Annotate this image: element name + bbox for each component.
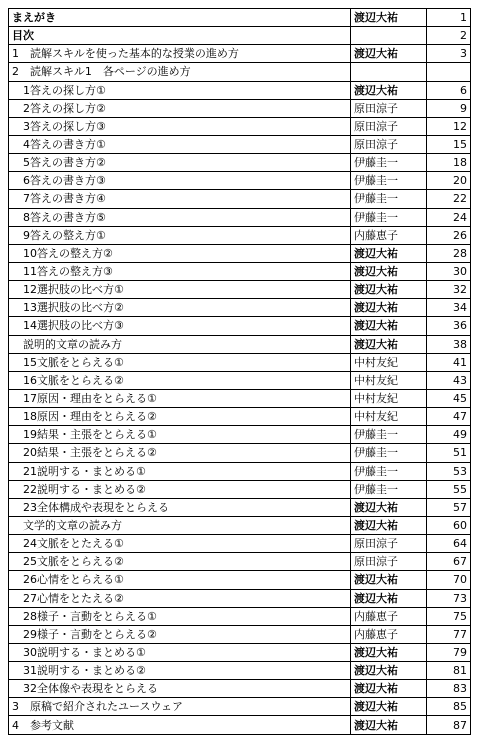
toc-title-cell: 3 原稿で紹介されたユースウェア <box>9 698 351 716</box>
toc-title-cell: 説明的文章の読み方 <box>9 335 351 353</box>
toc-author-cell: 伊藤圭一 <box>351 208 427 226</box>
toc-page-cell: 22 <box>427 190 471 208</box>
toc-author-cell: 伊藤圭一 <box>351 426 427 444</box>
toc-title-cell: 3答えの探し方③ <box>9 117 351 135</box>
toc-title-cell: 13選択肢の比べ方② <box>9 299 351 317</box>
toc-page-cell: 60 <box>427 516 471 534</box>
toc-author-cell: 渡辺大祐 <box>351 45 427 63</box>
toc-title-cell: 4 参考文献 <box>9 716 351 734</box>
toc-page-cell: 64 <box>427 535 471 553</box>
toc-author-cell: 渡辺大祐 <box>351 571 427 589</box>
toc-author-cell: 伊藤圭一 <box>351 190 427 208</box>
toc-title-cell: 1 読解スキルを使った基本的な授業の進め方 <box>9 45 351 63</box>
toc-page-cell: 32 <box>427 281 471 299</box>
toc-author-cell: 原田涼子 <box>351 99 427 117</box>
toc-page-cell: 36 <box>427 317 471 335</box>
toc-title-cell: 10答えの整え方② <box>9 244 351 262</box>
toc-author-cell: 伊藤圭一 <box>351 172 427 190</box>
table-row <box>9 154 471 172</box>
toc-page-cell: 57 <box>427 498 471 516</box>
toc-author-cell: 中村友紀 <box>351 353 427 371</box>
toc-page-cell: 26 <box>427 226 471 244</box>
toc-author-cell: 伊藤圭一 <box>351 444 427 462</box>
table-row <box>9 408 471 426</box>
table-row <box>9 716 471 734</box>
toc-title-cell: 30説明する・まとめる① <box>9 643 351 661</box>
toc-page-cell <box>427 63 471 81</box>
toc-title-cell: 8答えの書き方⑤ <box>9 208 351 226</box>
toc-author-cell: 渡辺大祐 <box>351 498 427 516</box>
toc-title-cell: 27心情をとたえる② <box>9 589 351 607</box>
toc-title-cell: 15文脈をとらえる① <box>9 353 351 371</box>
table-row <box>9 262 471 280</box>
table-row <box>9 444 471 462</box>
table-row <box>9 516 471 534</box>
toc-title-cell: 9答えの整え方① <box>9 226 351 244</box>
table-row <box>9 535 471 553</box>
toc-sheet <box>8 8 470 735</box>
toc-title-cell: 11答えの整え方③ <box>9 262 351 280</box>
toc-author-cell <box>351 63 427 81</box>
table-row <box>9 190 471 208</box>
toc-page-cell: 49 <box>427 426 471 444</box>
toc-title-cell: 14選択肢の比べ方③ <box>9 317 351 335</box>
toc-title-cell: 5答えの書き方② <box>9 154 351 172</box>
toc-title-cell: 20結果・主張をとらえる② <box>9 444 351 462</box>
toc-author-cell: 伊藤圭一 <box>351 480 427 498</box>
table-row <box>9 226 471 244</box>
toc-author-cell: 渡辺大祐 <box>351 281 427 299</box>
toc-title-cell: 29様子・言動をとらえる② <box>9 625 351 643</box>
table-row <box>9 335 471 353</box>
toc-page-cell: 28 <box>427 244 471 262</box>
toc-page-cell: 51 <box>427 444 471 462</box>
table-row <box>9 9 471 27</box>
table-of-contents <box>8 8 471 735</box>
table-row <box>9 99 471 117</box>
toc-author-cell: 中村友紀 <box>351 389 427 407</box>
toc-author-cell: 伊藤圭一 <box>351 154 427 172</box>
toc-author-cell: 内藤恵子 <box>351 226 427 244</box>
toc-page-cell: 1 <box>427 9 471 27</box>
toc-page-cell: 75 <box>427 607 471 625</box>
toc-author-cell: 中村友紀 <box>351 371 427 389</box>
table-row <box>9 63 471 81</box>
toc-author-cell: 渡辺大祐 <box>351 698 427 716</box>
toc-author-cell: 渡辺大祐 <box>351 81 427 99</box>
table-row <box>9 244 471 262</box>
table-row <box>9 389 471 407</box>
table-row <box>9 462 471 480</box>
table-row <box>9 680 471 698</box>
toc-title-cell: まえがき <box>9 9 351 27</box>
toc-author-cell: 渡辺大祐 <box>351 244 427 262</box>
table-row <box>9 135 471 153</box>
toc-author-cell: 伊藤圭一 <box>351 462 427 480</box>
table-row <box>9 589 471 607</box>
table-row <box>9 480 471 498</box>
table-row <box>9 643 471 661</box>
toc-title-cell: 16文脈をとらえる② <box>9 371 351 389</box>
toc-author-cell: 渡辺大祐 <box>351 335 427 353</box>
toc-title-cell: 2 読解スキル1 各ページの進め方 <box>9 63 351 81</box>
table-row <box>9 81 471 99</box>
toc-page-cell: 9 <box>427 99 471 117</box>
toc-title-cell: 21説明する・まとめる① <box>9 462 351 480</box>
toc-page-cell: 55 <box>427 480 471 498</box>
toc-title-cell: 28様子・言動をとらえる① <box>9 607 351 625</box>
table-row <box>9 172 471 190</box>
toc-title-cell: 2答えの探し方② <box>9 99 351 117</box>
toc-author-cell: 渡辺大祐 <box>351 716 427 734</box>
toc-page-cell: 83 <box>427 680 471 698</box>
toc-author-cell: 中村友紀 <box>351 408 427 426</box>
table-row <box>9 662 471 680</box>
table-row <box>9 371 471 389</box>
table-row <box>9 208 471 226</box>
toc-page-cell: 34 <box>427 299 471 317</box>
toc-author-cell: 原田涼子 <box>351 117 427 135</box>
toc-page-cell: 41 <box>427 353 471 371</box>
toc-page-cell: 3 <box>427 45 471 63</box>
toc-page-cell: 87 <box>427 716 471 734</box>
toc-title-cell: 4答えの書き方① <box>9 135 351 153</box>
toc-title-cell: 32全体像や表現をとらえる <box>9 680 351 698</box>
toc-title-cell: 31説明する・まとめる② <box>9 662 351 680</box>
toc-page-cell: 85 <box>427 698 471 716</box>
table-row <box>9 571 471 589</box>
toc-title-cell: 1答えの探し方① <box>9 81 351 99</box>
toc-page-cell: 67 <box>427 553 471 571</box>
toc-page-cell: 47 <box>427 408 471 426</box>
toc-title-cell: 23全体構成や表現をとらえる <box>9 498 351 516</box>
toc-page-cell: 53 <box>427 462 471 480</box>
toc-author-cell: 原田涼子 <box>351 553 427 571</box>
toc-title-cell: 25文脈をとらえる② <box>9 553 351 571</box>
toc-author-cell <box>351 27 427 45</box>
toc-author-cell: 渡辺大祐 <box>351 516 427 534</box>
toc-page-cell: 43 <box>427 371 471 389</box>
toc-author-cell: 渡辺大祐 <box>351 299 427 317</box>
toc-body <box>9 9 471 735</box>
table-row <box>9 607 471 625</box>
toc-page-cell: 18 <box>427 154 471 172</box>
toc-author-cell: 渡辺大祐 <box>351 680 427 698</box>
toc-page-cell: 45 <box>427 389 471 407</box>
toc-title-cell: 19結果・主張をとらえる① <box>9 426 351 444</box>
toc-title-cell: 7答えの書き方④ <box>9 190 351 208</box>
table-row <box>9 353 471 371</box>
table-row <box>9 281 471 299</box>
toc-author-cell: 渡辺大祐 <box>351 9 427 27</box>
toc-page-cell: 20 <box>427 172 471 190</box>
toc-title-cell: 18原因・理由をとらえる② <box>9 408 351 426</box>
table-row <box>9 426 471 444</box>
table-row <box>9 45 471 63</box>
toc-author-cell: 渡辺大祐 <box>351 317 427 335</box>
toc-title-cell: 12選択肢の比べ方① <box>9 281 351 299</box>
toc-page-cell: 6 <box>427 81 471 99</box>
table-row <box>9 299 471 317</box>
toc-title-cell: 24文脈をとたえる① <box>9 535 351 553</box>
toc-title-cell: 17原因・理由をとらえる① <box>9 389 351 407</box>
toc-title-cell: 26心情をとらえる① <box>9 571 351 589</box>
toc-page-cell: 79 <box>427 643 471 661</box>
toc-page-cell: 24 <box>427 208 471 226</box>
toc-title-cell: 目次 <box>9 27 351 45</box>
toc-author-cell: 渡辺大祐 <box>351 262 427 280</box>
table-row <box>9 625 471 643</box>
table-row <box>9 498 471 516</box>
toc-author-cell: 渡辺大祐 <box>351 662 427 680</box>
toc-author-cell: 原田涼子 <box>351 135 427 153</box>
toc-author-cell: 内藤恵子 <box>351 625 427 643</box>
toc-page-cell: 15 <box>427 135 471 153</box>
table-row <box>9 117 471 135</box>
toc-title-cell: 文学的文章の読み方 <box>9 516 351 534</box>
toc-page-cell: 77 <box>427 625 471 643</box>
toc-page-cell: 12 <box>427 117 471 135</box>
toc-author-cell: 渡辺大祐 <box>351 589 427 607</box>
toc-page-cell: 70 <box>427 571 471 589</box>
toc-page-cell: 73 <box>427 589 471 607</box>
table-row <box>9 27 471 45</box>
table-row <box>9 317 471 335</box>
table-row <box>9 553 471 571</box>
table-row <box>9 698 471 716</box>
toc-author-cell: 渡辺大祐 <box>351 643 427 661</box>
toc-author-cell: 内藤恵子 <box>351 607 427 625</box>
toc-page-cell: 2 <box>427 27 471 45</box>
toc-page-cell: 30 <box>427 262 471 280</box>
toc-author-cell: 原田涼子 <box>351 535 427 553</box>
toc-title-cell: 6答えの書き方③ <box>9 172 351 190</box>
toc-page-cell: 38 <box>427 335 471 353</box>
toc-page-cell: 81 <box>427 662 471 680</box>
toc-title-cell: 22説明する・まとめる② <box>9 480 351 498</box>
